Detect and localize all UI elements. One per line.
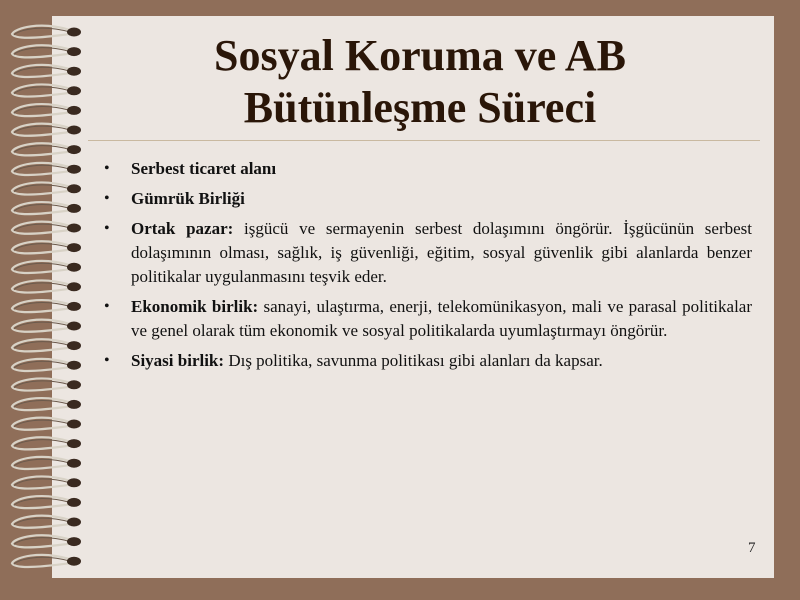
spiral-ring [12,496,81,508]
bullet-icon: • [104,352,110,369]
spiral-ring [12,163,81,175]
spiral-ring [12,85,81,97]
spiral-ring [12,339,81,351]
spiral-ring [12,45,81,57]
bullet-text: sanayi, ulaştırma, enerji, telekomünikasyon, mali ve parasal politikalar ve genel olarak tüm ekonomik ve sosyal politikalarda uyumlaştırmayı öngörür. [131,297,752,340]
bullet-text: Dış politika, savunma politikası gibi alanları da kapsar. [224,351,603,370]
spiral-ring [12,477,81,489]
bullet-term: Gümrük Birliği [131,189,245,208]
bullet-list [104,157,752,379]
spiral-ring [12,379,81,391]
bullet-item-free-trade [104,157,752,181]
slide-title [90,30,750,134]
spiral-ring [12,241,81,253]
spiral-ring [12,300,81,312]
spiral-ring [12,437,81,449]
spiral-ring [12,26,81,38]
bullet-icon: • [104,220,110,237]
spiral-ring [12,457,81,469]
title-line-2: Bütünleşme Süreci [243,83,597,132]
bullet-text: işgücü ve sermayenin serbest dolaşımını öngörür. İşgücünün serbest dolaşımının olması, sağlık, iş güvenliği, eğitim, sosyal güvenlik gibi alanlarda benzer politikalar uygulanmasını teşvik eder. [131,219,752,286]
spiral-ring [12,104,81,116]
bullet-item-political-union [104,349,752,373]
spiral-ring [12,359,81,371]
bullet-item-customs-union [104,187,752,211]
bullet-term: Ekonomik birlik: [131,297,259,316]
spiral-ring [12,398,81,410]
spiral-ring [12,535,81,547]
bullet-term: Ortak pazar: [131,219,234,238]
bullet-item-economic-union [104,295,752,343]
spiral-ring [12,555,81,567]
spiral-ring [12,261,81,273]
spiral-ring [12,320,81,332]
spiral-ring [12,202,81,214]
spiral-ring [12,65,81,77]
bullet-icon: • [104,160,110,177]
bullet-icon: • [104,190,110,207]
bullet-item-common-market [104,217,752,289]
spiral-ring [12,183,81,195]
bullet-icon: • [104,298,110,315]
spiral-ring [12,143,81,155]
page-number: 7 [748,540,756,556]
spiral-ring [12,418,81,430]
bullet-term: Siyasi birlik: [131,351,225,370]
spiral-ring [12,281,81,293]
bullet-term: Serbest ticaret alanı [131,159,277,178]
title-divider [88,140,760,141]
title-line-1: Sosyal Koruma ve AB [214,31,626,80]
spiral-ring [12,516,81,528]
spiral-ring [12,124,81,136]
spiral-ring [12,222,81,234]
